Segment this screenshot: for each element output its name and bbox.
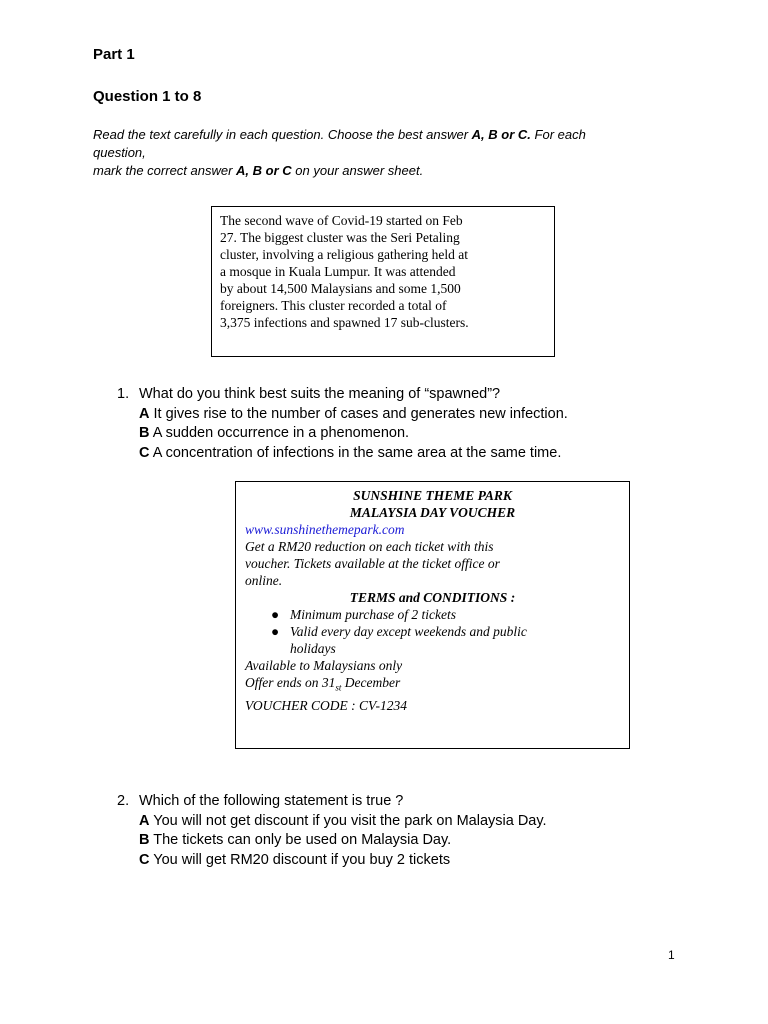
- passage-line: 27. The biggest cluster was the Seri Petaling: [220, 230, 460, 245]
- terms-item: ● Minimum purchase of 2 tickets: [271, 607, 456, 622]
- option-c: C A concentration of infections in the same area at the same time.: [139, 444, 562, 461]
- question-text: What do you think best suits the meaning of “spawned”?: [139, 386, 501, 402]
- passage-box: [211, 206, 555, 357]
- option-a: A It gives rise to the number of cases and generates new infection.: [139, 405, 568, 422]
- passage-line: The second wave of Covid-19 started on Feb: [220, 213, 463, 228]
- terms-item: ● Valid every day except weekends and public holidays: [271, 624, 527, 656]
- terms-title: TERMS and CONDITIONS :: [349, 590, 516, 605]
- option-b: B A sudden occurrence in a phenomenon.: [139, 425, 410, 441]
- page-number: 1: [668, 948, 675, 962]
- section-title: Question 1 to 8: [93, 88, 202, 105]
- bullet-icon: ●: [271, 624, 280, 639]
- instructions-line-3: mark the correct answer A, B or C on your answer sheet.: [93, 163, 424, 178]
- question-number: 1.: [117, 386, 130, 402]
- instructions-line-2: question,: [93, 145, 146, 160]
- passage-line: 3,375 infections and spawned 17 sub-clusters.: [220, 315, 469, 330]
- instructions-line-1: Read the text carefully in each question. Choose the best answer A, B or C. For each: [93, 127, 586, 142]
- option-c: C You will get RM20 discount if you buy 2 tickets: [139, 851, 451, 868]
- voucher-subtitle: MALAYSIA DAY VOUCHER: [349, 505, 516, 520]
- instructions: [93, 126, 653, 180]
- passage-line: by about 14,500 Malaysians and some 1,500: [220, 281, 461, 296]
- question-2: [0, 792, 768, 872]
- question-number: 2.: [117, 793, 130, 809]
- terms-list: [245, 606, 620, 657]
- question-1: [0, 385, 768, 465]
- passage-line: foreigners. This cluster recorded a total of: [220, 298, 447, 313]
- voucher-eligibility: Available to Malaysians only: [245, 658, 403, 673]
- voucher-box: [235, 481, 630, 749]
- question-text: Which of the following statement is true ?: [139, 793, 404, 809]
- voucher-description: voucher. Tickets available at the ticket office or: [245, 556, 500, 571]
- voucher-offer-end: Offer ends on $31_{st}$ December: [245, 675, 401, 693]
- bullet-icon: ●: [271, 607, 280, 622]
- voucher-website-link[interactable]: www.sunshinethemepark.com: [245, 522, 405, 537]
- voucher-description: Get a RM20 reduction on each ticket with this: [245, 539, 494, 554]
- voucher-title: SUNSHINE THEME PARK: [353, 488, 512, 503]
- passage-line: a mosque in Kuala Lumpur. It was attended: [220, 264, 456, 279]
- part-title: Part 1: [93, 46, 135, 63]
- option-a: A You will not get discount if you visit the park on Malaysia Day.: [139, 812, 547, 829]
- voucher-code: VOUCHER CODE : CV-1234: [245, 697, 407, 713]
- option-b: B The tickets can only be used on Malaysia Day.: [139, 832, 452, 848]
- passage-line: cluster, involving a religious gathering held at: [220, 247, 469, 262]
- voucher-description: online.: [245, 573, 283, 588]
